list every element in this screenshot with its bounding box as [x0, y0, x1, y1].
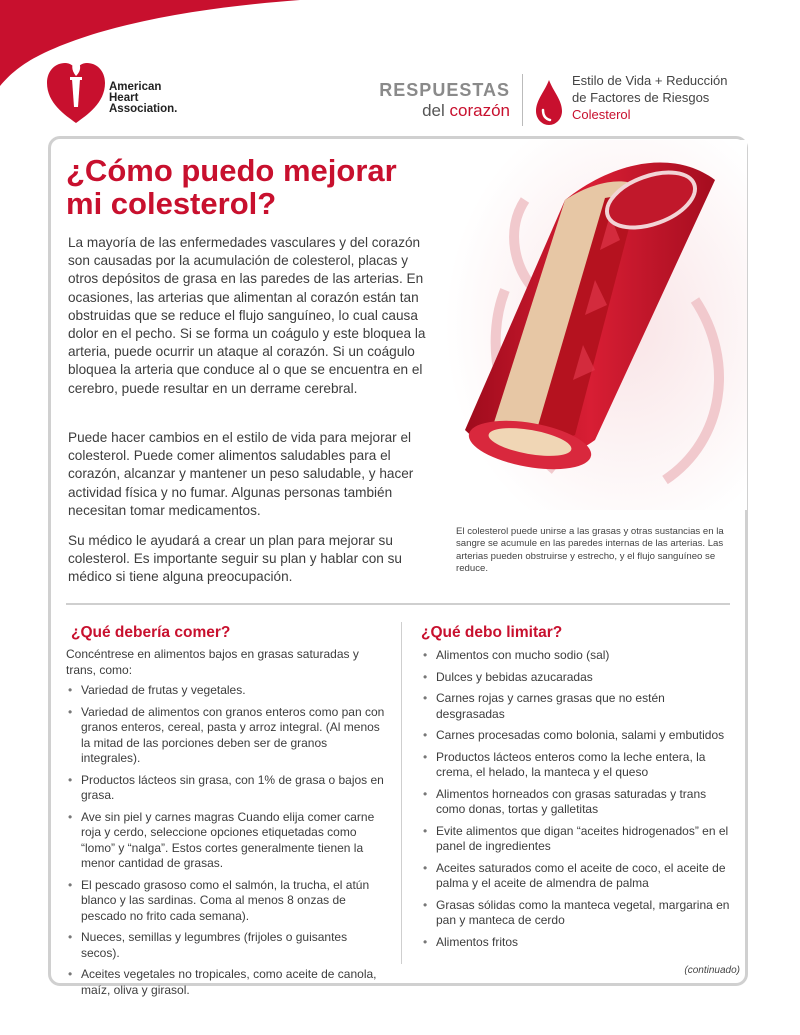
list-item: • Nueces, semillas y legumbres (frijoles o guisantes secos).	[66, 930, 388, 961]
list-item: • Ave sin piel y carnes magras Cuando elija comer carne roja y cerdo, seleccione opciones etiquetadas como “lomo” y “nalga”. Estos cortes generalmente tienen la menor cantidad de grasas.	[66, 810, 388, 872]
list-item: • Variedad de alimentos con granos enteros como pan con granos enteros, cereal, pasta y arroz integral. (Al menos la mitad de las porciones deben ser de granos integrales).	[66, 705, 388, 767]
list-item: • Variedad de frutas y vegetales.	[66, 683, 388, 699]
column-divider	[401, 622, 402, 964]
eat-list	[66, 683, 388, 1004]
limit-list	[421, 648, 733, 956]
header-divider	[522, 74, 523, 126]
list-item: • Productos lácteos enteros como la leche entera, la crema, el helado, la manteca y el queso	[421, 750, 733, 781]
list-item: • Alimentos con mucho sodio (sal)	[421, 648, 733, 664]
eat-lead: Concéntrese en alimentos bajos en grasas saturadas y trans, como:	[66, 647, 359, 677]
limit-heading: ¿Qué debo limitar?	[421, 624, 563, 641]
aha-wordmark: American Heart Association.	[109, 81, 178, 115]
intro-paragraph: Puede hacer cambios en el estilo de vida para mejorar el colesterol. Puede comer alimentos saludables para el corazón, alcanzar y mantener un peso saludable, y hacer actividad física y no fumar. Algunas personas también necesitan tomar medicamentos.	[68, 430, 414, 518]
page-title: ¿Cómo puedo mejorar mi colesterol?	[66, 153, 397, 221]
intro-paragraph: Su médico le ayudará a crear un plan para mejorar su colesterol. Es importante seguir su plan y hablar con su médico si tiene alguna preocupación.	[68, 533, 402, 585]
section-divider	[66, 603, 730, 605]
aha-logo	[45, 55, 195, 127]
topic-label: Estilo de Vida + Reducción de Factores de Riesgos Colesterol	[572, 73, 728, 122]
list-item: • Aceites vegetales no tropicales, como aceite de canola, maíz, oliva y girasol.	[66, 967, 388, 998]
list-item: • Carnes rojas y carnes grasas que no estén desgrasadas	[421, 691, 733, 722]
list-item: • Aceites saturados como el aceite de coco, el aceite de palma y el aceite de almendra de palma	[421, 861, 733, 892]
list-item: • El pescado grasoso como el salmón, la trucha, el atún blanco y las sardinas. Coma al menos 8 onzas de pescado no frito cada semana).	[66, 878, 388, 925]
artery-illustration	[445, 140, 747, 510]
list-item: • Dulces y bebidas azucaradas	[421, 670, 733, 686]
list-item: • Carnes procesadas como bolonia, salami y embutidos	[421, 728, 733, 744]
list-item: • Productos lácteos sin grasa, con 1% de grasa o bajos en grasa.	[66, 773, 388, 804]
heart-torch-icon	[45, 55, 107, 127]
respuestas-logo: RESPUESTAS del corazón	[379, 80, 510, 120]
list-item: • Alimentos fritos	[421, 935, 733, 951]
blood-drop-icon	[534, 78, 564, 128]
list-item: • Alimentos horneados con grasas saturadas y trans como donas, tortas y galletitas	[421, 787, 733, 818]
image-caption: El colesterol puede unirse a las grasas y otras sustancias en la sangre se acumule en las paredes internas de las arterias. Las arterias pueden obstruirse y estrecho, y el flujo sanguíneo se reduce.	[456, 525, 724, 575]
list-item: • Grasas sólidas como la manteca vegetal, margarina en pan y manteca de cerdo	[421, 898, 733, 929]
continued-note: (continuado)	[684, 965, 740, 976]
list-item: • Evite alimentos que digan “aceites hidrogenados” en el panel de ingredientes	[421, 824, 733, 855]
eat-heading: ¿Qué debería comer?	[71, 624, 231, 641]
intro-paragraph: La mayoría de las enfermedades vasculares y del corazón son causadas por la acumulación de colesterol, placas y otros depósitos de grasa en las paredes de las arterias. En ocasiones, las arterias que alimentan al corazón están tan obstruidas que se reduce el flujo sanguíneo, lo cual causa dolor en el pecho. Si se forma un coágulo y este bloquea la arteria, puede ocurrir un ataque al corazón. Si un coágulo bloquea la arteria que conduce al o que se encuentra en el cerebro, puede resultar en un derrame cerebral.	[68, 235, 426, 396]
